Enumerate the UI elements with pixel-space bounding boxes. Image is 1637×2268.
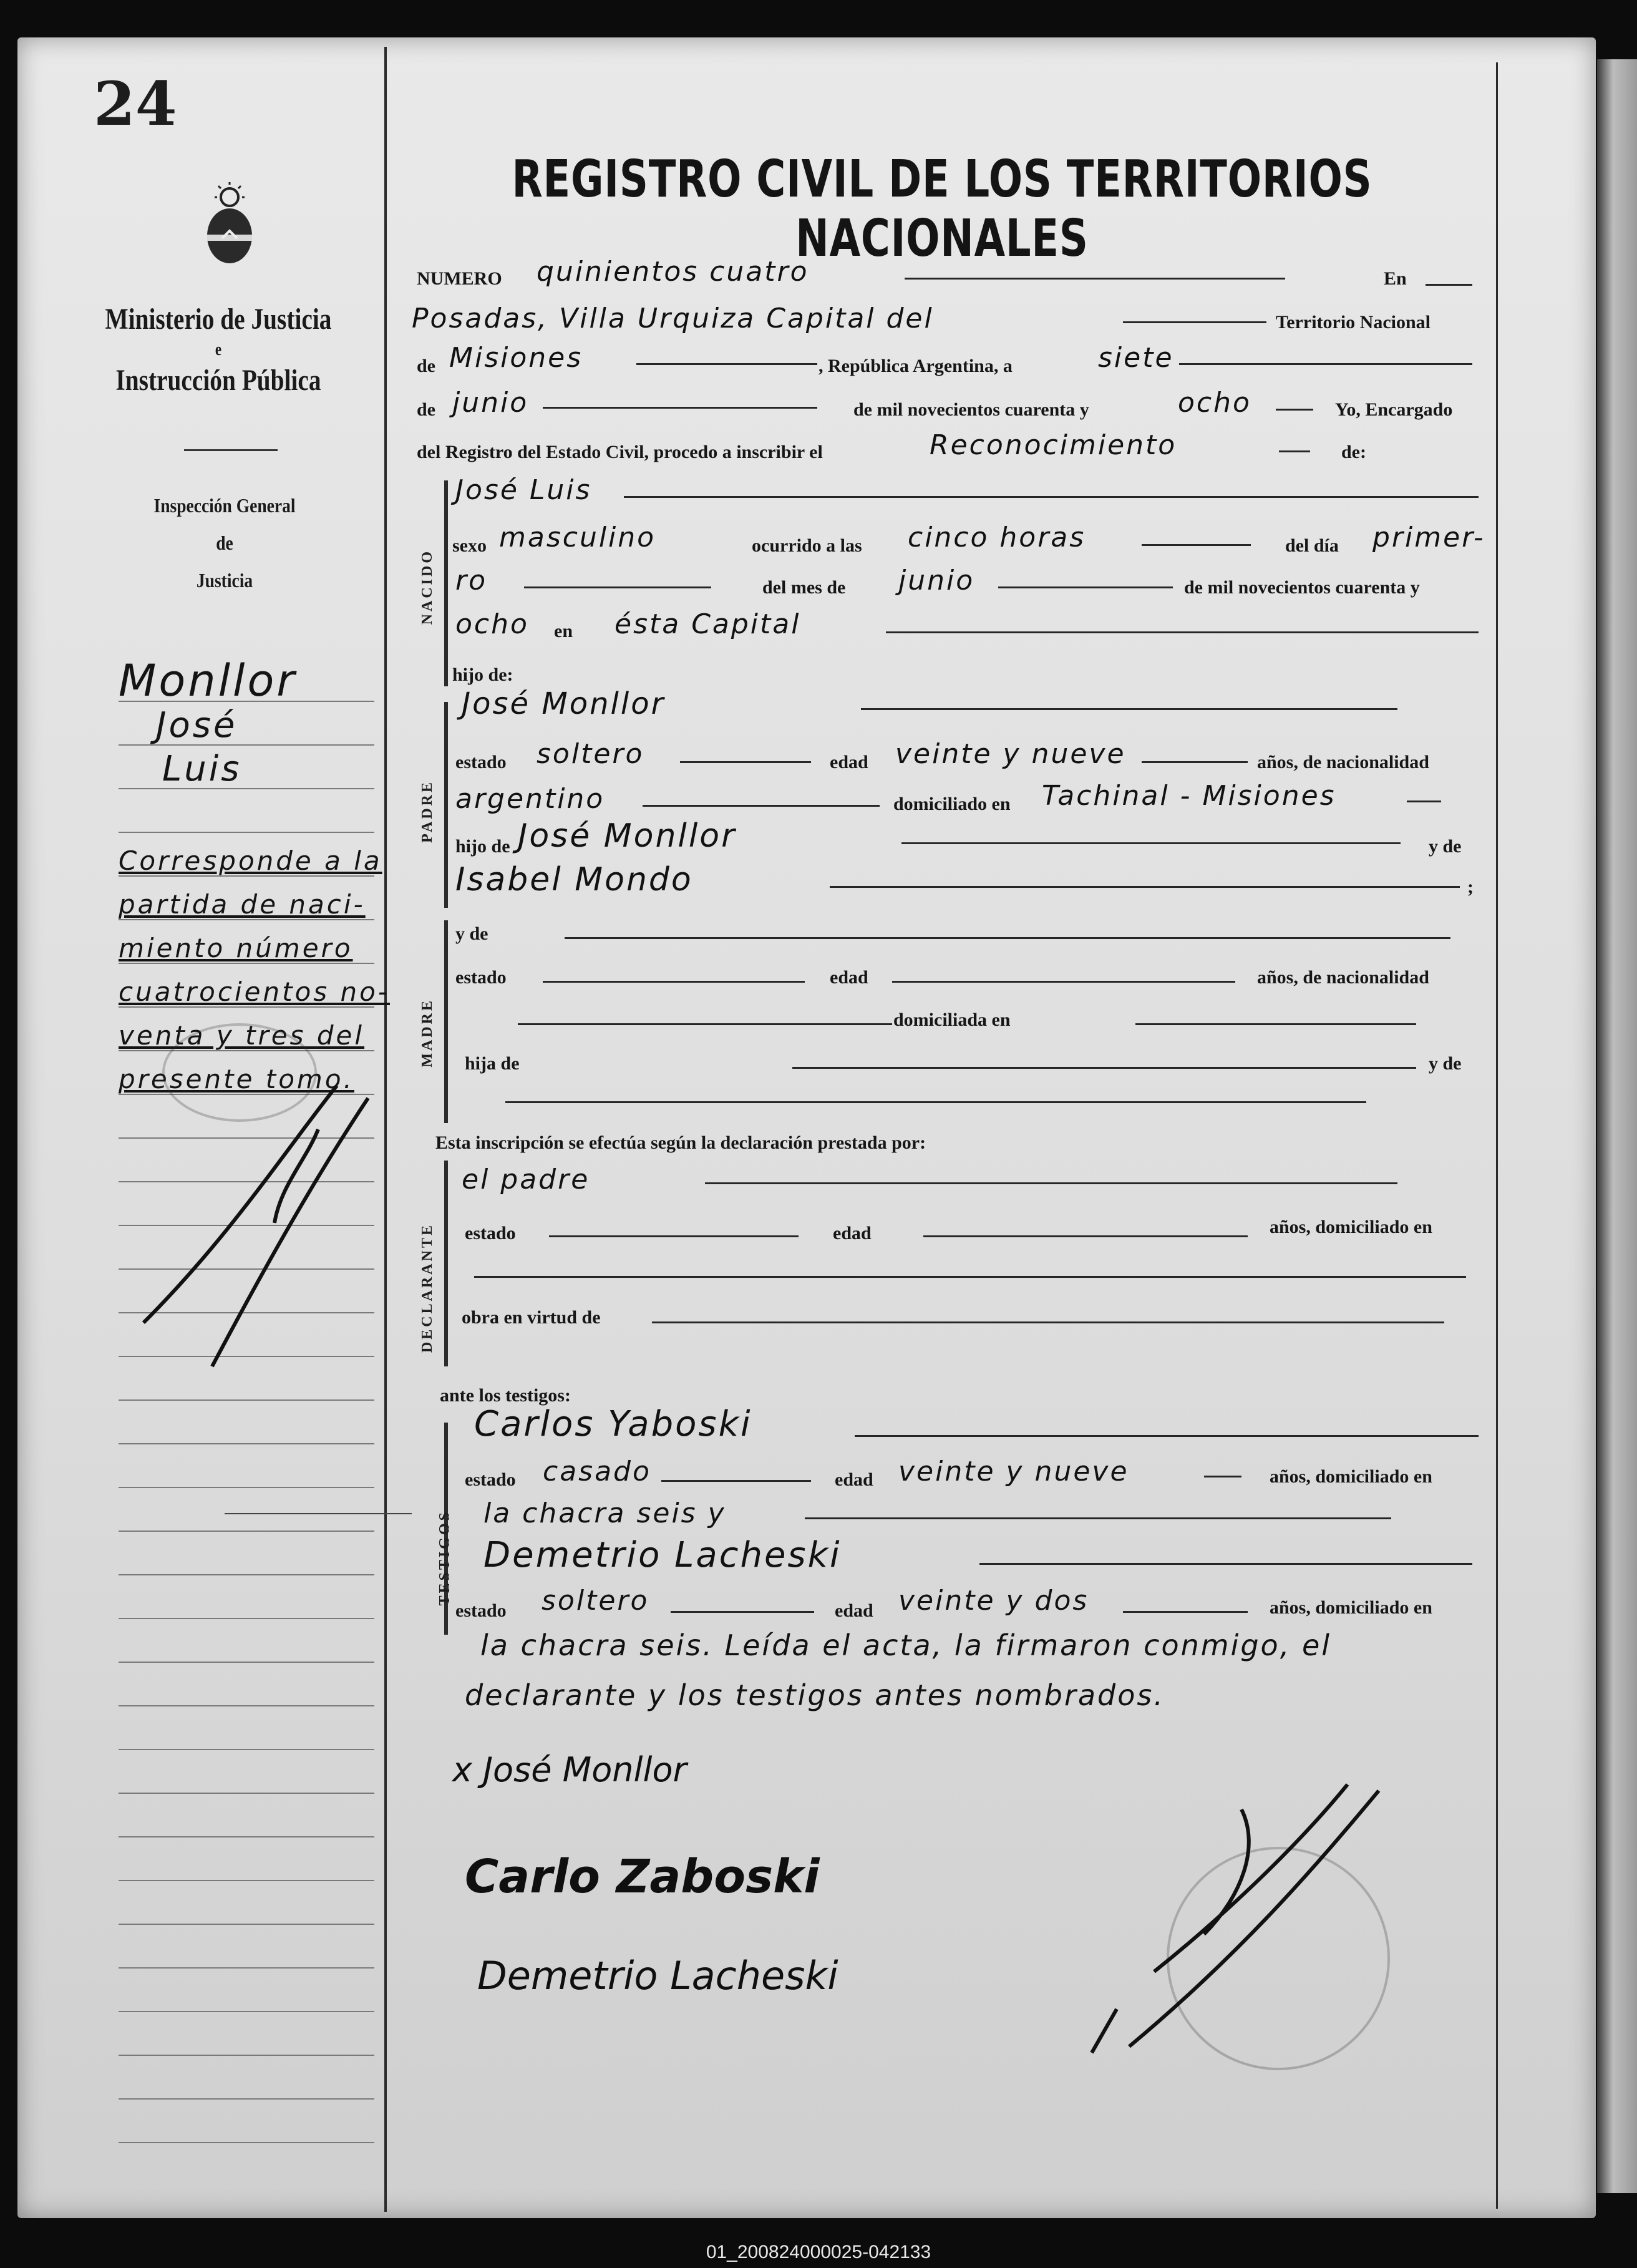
fill-line <box>524 586 711 588</box>
argentine-crest-icon <box>198 181 261 268</box>
fill-line <box>543 981 805 983</box>
fill-line <box>792 1067 1416 1069</box>
fill-line <box>636 363 817 365</box>
testigo2-edad: veinte y dos <box>898 1585 1089 1617</box>
nacido-side-label: NACIDO <box>419 549 435 625</box>
margin-note-line: presente tomo. <box>119 1064 354 1094</box>
padre-domicilio-value: Tachinal - Misiones <box>1042 780 1336 812</box>
margin-dash <box>225 1513 412 1514</box>
fill-line <box>1407 801 1441 802</box>
fill-line <box>661 1480 811 1482</box>
hijo-label: hijo de: <box>452 664 513 685</box>
fill-line <box>565 937 1450 939</box>
nacido-en-label: en <box>554 621 573 641</box>
registrar-signature-flourish <box>1054 1772 1404 2071</box>
madre-hija-de-label: hija de <box>465 1053 520 1074</box>
territorio-label: Territorio Nacional <box>1276 312 1431 333</box>
padre-hijo-de-label: hijo de <box>455 836 510 857</box>
ministry-heading <box>80 299 357 401</box>
padre-y-de-label: y de <box>1429 836 1462 857</box>
declarante-bracket <box>444 1161 448 1366</box>
declarante-side-label: DECLARANTE <box>419 1223 435 1353</box>
fill-line <box>1279 450 1310 452</box>
inspection-line3: Justicia <box>196 569 253 591</box>
signature-testigo2: Demetrio Lacheski <box>477 1953 838 1998</box>
signature-declarante: x José Monllor <box>452 1750 687 1789</box>
numero-value: quinientos cuatro <box>537 256 809 288</box>
next-page-edge <box>1597 59 1637 2193</box>
testigo2-estado: soltero <box>542 1585 649 1617</box>
fill-line <box>505 1101 1366 1103</box>
fill-line <box>830 886 1460 888</box>
document-title: REGISTRO CIVIL DE LOS TERRITORIOS NACIONALES <box>512 150 1372 268</box>
nacido-bracket <box>444 480 448 686</box>
act-value: Reconocimiento <box>930 429 1177 461</box>
madre-bracket <box>444 920 448 1123</box>
margin-note-line: Corresponde a la <box>119 845 382 876</box>
testigo2-anios-label: años, domiciliado en <box>1270 1597 1432 1618</box>
declarante-anios-label: años, domiciliado en <box>1270 1217 1432 1237</box>
testigos-side-label: TESTIGOS <box>437 1510 453 1606</box>
fill-line <box>1179 363 1472 365</box>
fill-line <box>886 631 1479 633</box>
fill-line <box>923 1235 1248 1237</box>
numero-label: NUMERO <box>417 268 502 289</box>
fill-line <box>1123 1611 1248 1613</box>
testigo1-estado-label: estado <box>465 1469 516 1490</box>
testigo2-edad-label: edad <box>835 1600 873 1621</box>
fill-line <box>1135 1023 1416 1025</box>
ocurrido-label: ocurrido a las <box>752 535 862 556</box>
dia-value-a: primer- <box>1372 522 1485 553</box>
mes-label: del mes de <box>762 577 846 598</box>
fill-line <box>680 761 811 763</box>
de2-label: de <box>417 399 435 420</box>
lugar-value: ésta Capital <box>614 608 801 640</box>
testigo1-anios-label: años, domiciliado en <box>1270 1466 1432 1487</box>
inspection-line2: de <box>216 532 233 554</box>
inspection-line1: Inspección General <box>153 494 296 517</box>
fill-line <box>855 1435 1479 1437</box>
ministry-line3: Instrucción Pública <box>115 364 321 397</box>
padre-estado-value: soltero <box>537 738 644 770</box>
padre-side-label: PADRE <box>419 780 435 843</box>
sexo-value: masculino <box>499 522 656 553</box>
fill-line <box>624 496 1479 498</box>
month-value: junio <box>452 387 529 419</box>
testigos-label: ante los testigos: <box>440 1385 571 1406</box>
testigo1-domicilio: la chacra seis y <box>483 1497 726 1529</box>
obra-label: obra en virtud de <box>462 1307 601 1328</box>
place-value: Posadas, Villa Urquiza Capital del <box>412 303 934 334</box>
sexo-label: sexo <box>452 535 487 556</box>
testigo1-estado: casado <box>543 1456 651 1487</box>
margin-note-line: miento número <box>119 933 353 963</box>
year-value: ocho <box>1178 387 1251 419</box>
fill-line <box>1123 321 1266 323</box>
madre-estado-label: estado <box>455 967 507 988</box>
padre-anios-label: años, de nacionalidad <box>1257 752 1429 772</box>
madre-anios-label: años, de nacionalidad <box>1257 967 1429 988</box>
nacido-mil-label: de mil novecientos cuarenta y <box>1184 577 1420 598</box>
image-id-footer: 01_200824000025-042133 <box>706 2242 931 2262</box>
anio-value: ocho <box>455 608 529 640</box>
padre-estado-label: estado <box>455 752 507 772</box>
inspection-heading <box>96 487 354 599</box>
padre-bracket <box>444 702 448 908</box>
fill-line <box>1276 409 1313 411</box>
fill-line <box>474 1276 1466 1278</box>
declaracion-label: Esta inscripción se efectúa según la declaración prestada por: <box>435 1132 926 1153</box>
testigo2-estado-label: estado <box>455 1600 507 1621</box>
territory-value: Misiones <box>449 342 583 374</box>
domiciliado-label: domiciliado en <box>893 794 1011 814</box>
page-number: 24 <box>94 69 177 139</box>
fill-line <box>979 1563 1472 1565</box>
fill-line <box>1204 1476 1241 1477</box>
fill-line <box>1142 544 1251 546</box>
fill-line <box>705 1182 1397 1184</box>
madre-edad-label: edad <box>830 967 868 988</box>
madre-de-padre: Isabel Mondo <box>455 861 693 898</box>
fill-line <box>892 981 1235 983</box>
ministry-line1: Ministerio de Justicia <box>105 303 332 336</box>
mil-label: de mil novecientos cuarenta y <box>853 399 1089 420</box>
republica-label: , República Argentina, a <box>818 356 1013 376</box>
declarante-name: el padre <box>462 1164 590 1195</box>
margin-surname: Monllor <box>119 655 298 706</box>
testigo2-domicilio-line: la chacra seis. Leída el acta, la firmaron conmigo, el <box>480 1628 1332 1662</box>
ministry-separator <box>184 449 278 451</box>
madre-y-de2-label: y de <box>1429 1053 1462 1074</box>
mes-value: junio <box>898 565 975 596</box>
en-label: En <box>1384 268 1407 289</box>
declarante-edad-label: edad <box>833 1223 872 1244</box>
testigo1-edad-label: edad <box>835 1469 873 1490</box>
hora-value: cinco horas <box>908 522 1086 553</box>
fill-line <box>1426 284 1472 286</box>
fill-line <box>998 586 1173 588</box>
fill-line <box>805 1517 1391 1519</box>
dia-value-b: ro <box>455 565 488 596</box>
padre-edad-value: veinte y nueve <box>895 738 1126 770</box>
right-rule <box>1496 62 1498 2209</box>
yo-label: Yo, Encargado <box>1335 399 1453 420</box>
de3-label: de: <box>1341 442 1366 462</box>
fill-line <box>861 708 1397 710</box>
fill-line <box>652 1321 1444 1323</box>
day-value: siete <box>1098 342 1174 374</box>
margin-signature-flourish <box>131 1073 393 1385</box>
fill-line <box>543 407 817 409</box>
padre-edad-label: edad <box>830 752 868 772</box>
declarante-estado-label: estado <box>465 1223 516 1244</box>
fill-line <box>1142 761 1248 763</box>
de-label: de <box>417 356 435 376</box>
margin-note-line: venta y tres del <box>119 1020 365 1051</box>
testigo1-name: Carlos Yaboski <box>474 1404 752 1444</box>
margin-given-1: José <box>156 705 238 746</box>
margin-note-line: partida de naci- <box>119 889 366 920</box>
ministry-line2: e <box>215 340 222 359</box>
signature-testigo1: Carlo Zaboski <box>465 1850 820 1904</box>
fill-line <box>901 842 1401 844</box>
madre-y-de-label: y de <box>455 923 488 944</box>
madre-side-label: MADRE <box>419 998 435 1068</box>
del-dia-label: del día <box>1285 535 1339 556</box>
fill-line <box>905 278 1285 280</box>
fill-line <box>518 1023 892 1025</box>
margin-note-line: cuatrocientos no- <box>119 976 390 1007</box>
fill-line <box>643 805 880 807</box>
registro-label: del Registro del Estado Civil, procedo a inscribir el <box>417 442 823 462</box>
padre-nacionalidad-value: argentino <box>455 783 605 815</box>
testigo1-edad: veinte y nueve <box>898 1456 1129 1487</box>
padre-name: José Monllor <box>462 686 666 721</box>
padre-semicolon: ; <box>1467 877 1474 897</box>
fill-line <box>549 1235 799 1237</box>
margin-given-2: Luis <box>162 749 242 789</box>
nacido-name: José Luis <box>455 474 592 506</box>
closing-line: declarante y los testigos antes nombrados. <box>465 1678 1165 1712</box>
fill-line <box>671 1611 814 1613</box>
domiciliada-label: domiciliada en <box>893 1010 1011 1030</box>
testigo2-name: Demetrio Lacheski <box>483 1535 842 1575</box>
padre-de-padre: José Monllor <box>518 817 737 855</box>
